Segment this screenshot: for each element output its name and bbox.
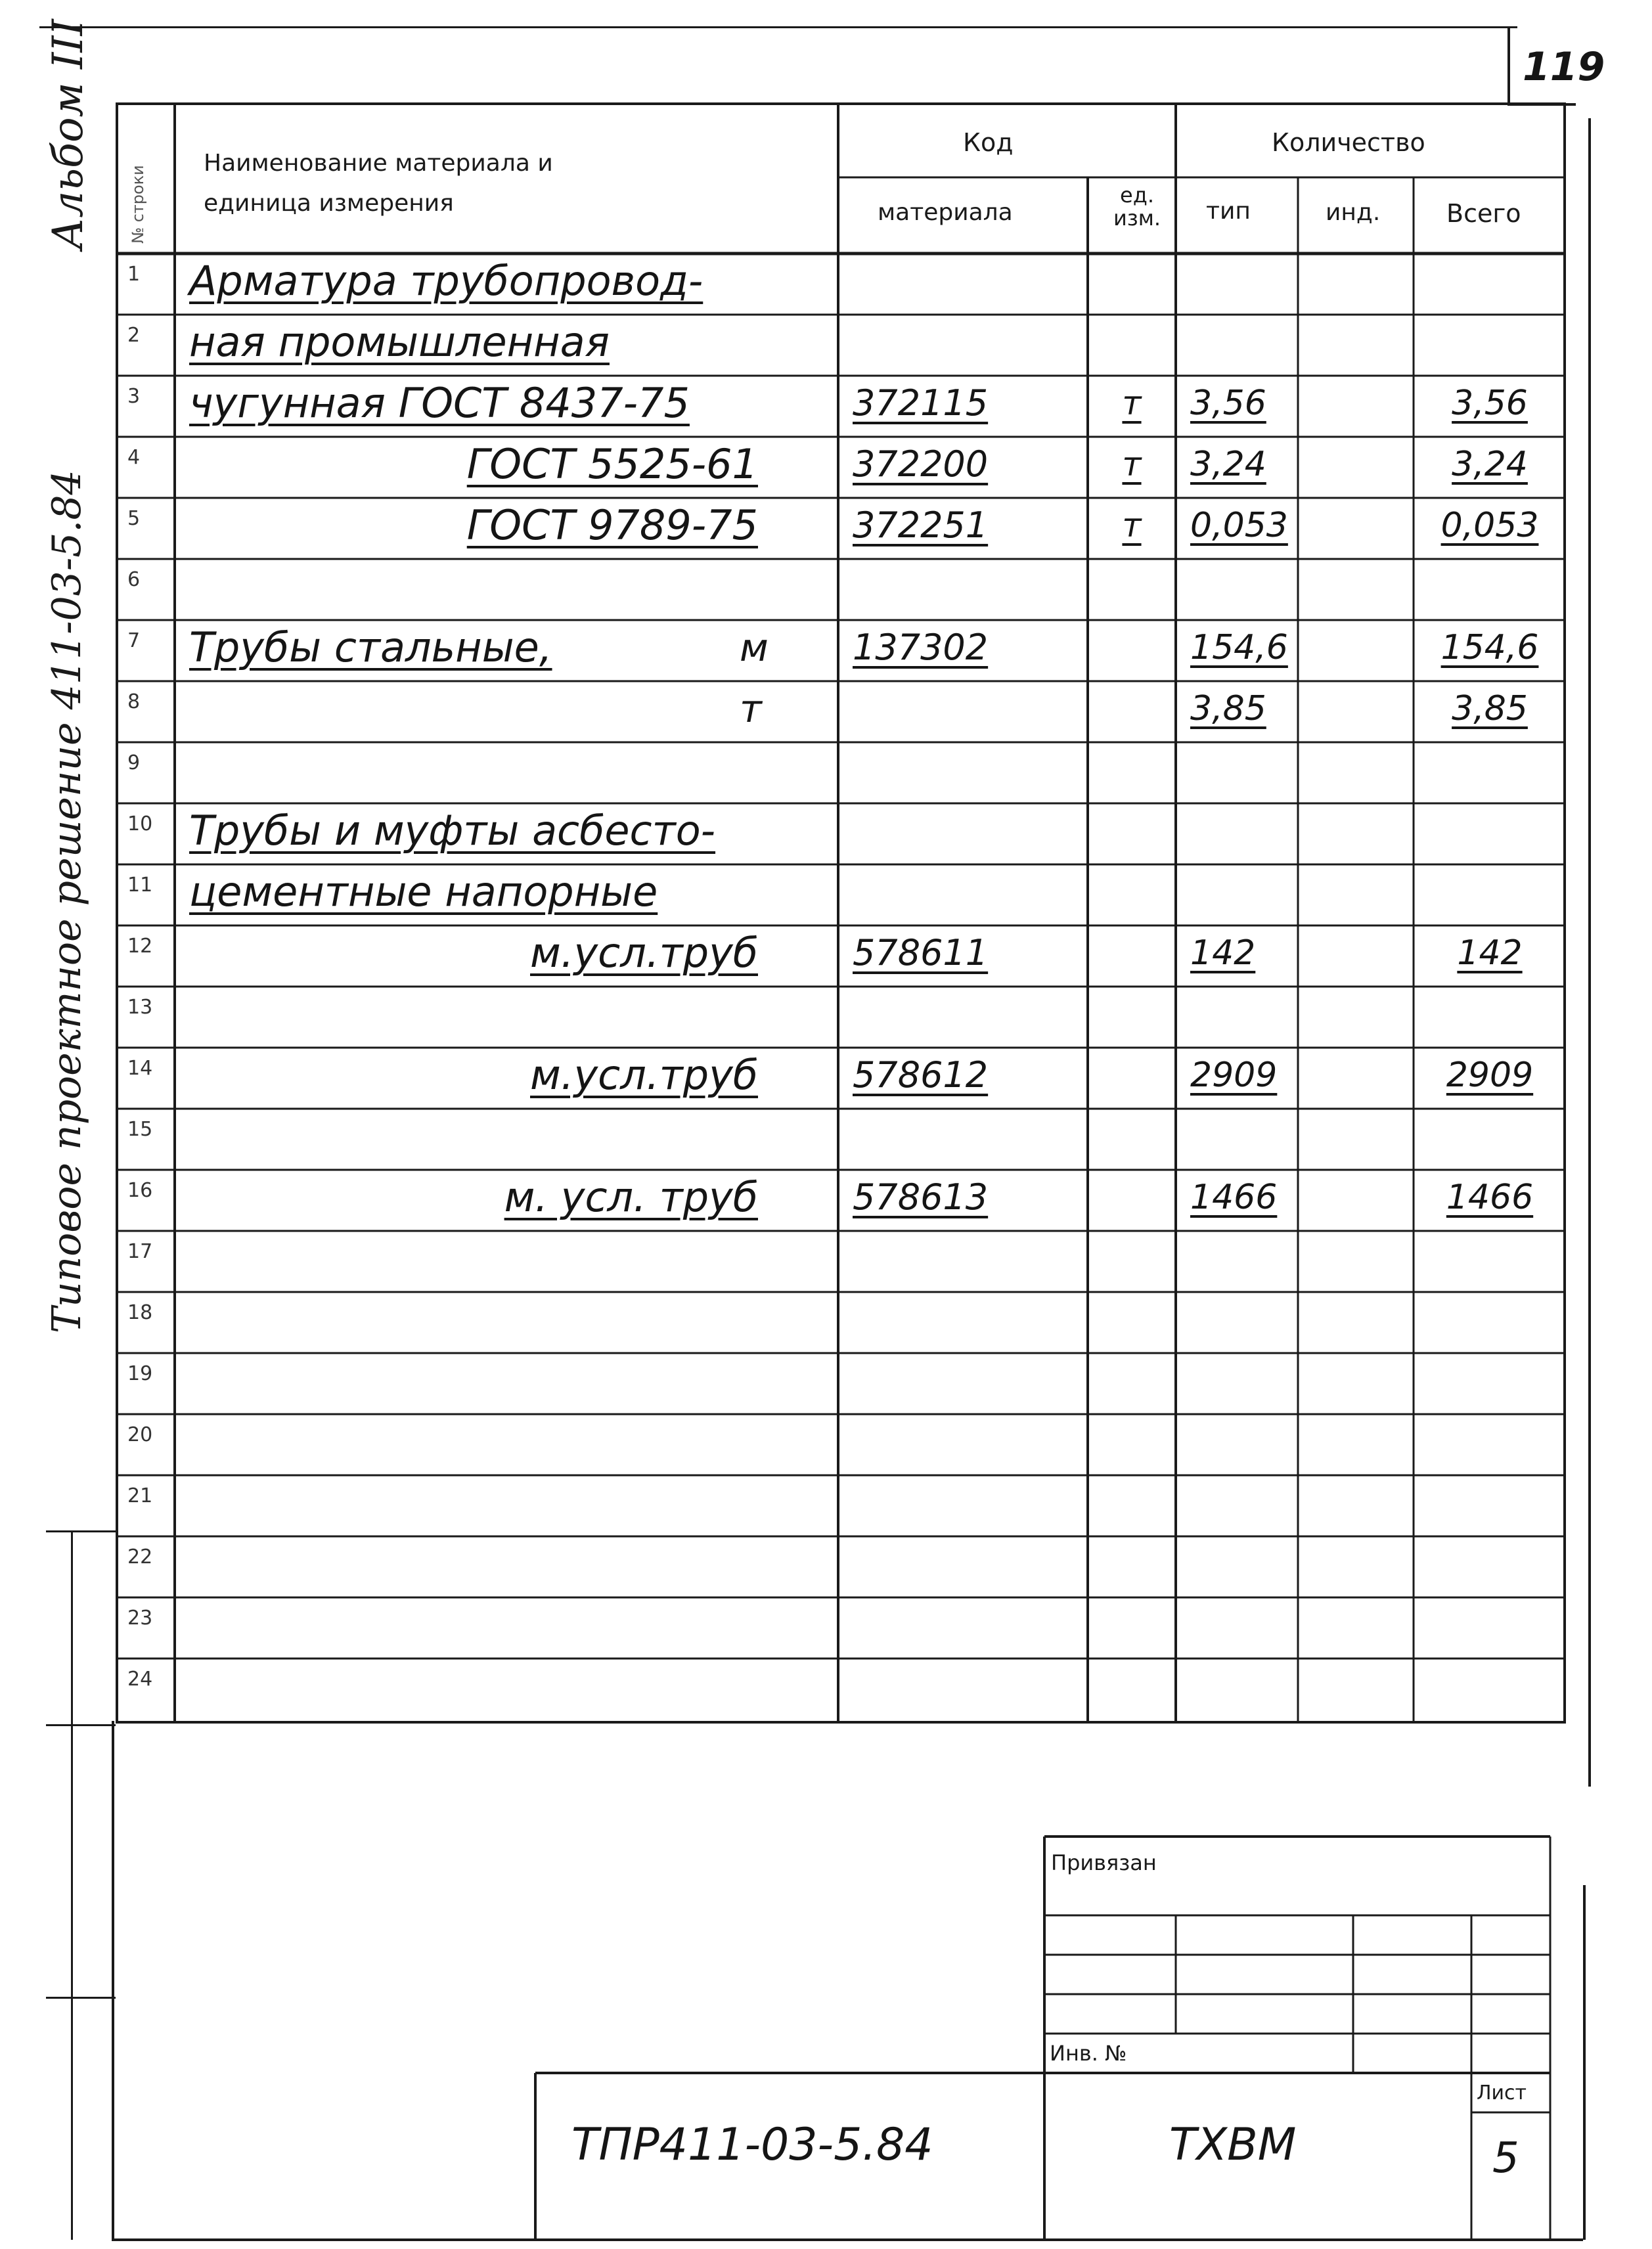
row-number: 7 xyxy=(127,629,141,652)
material-name: ная промышленная xyxy=(189,317,610,366)
row-number: 2 xyxy=(127,324,141,347)
qty-type: 1466 xyxy=(1190,1177,1278,1217)
qty-type: 0,053 xyxy=(1190,505,1288,545)
header-code-material: материала xyxy=(878,199,1013,226)
qty-total: 3,24 xyxy=(1452,444,1528,484)
stamp-privyazan: Привязан xyxy=(1051,1850,1157,1875)
row-number: 16 xyxy=(127,1179,153,1202)
material-name: Трубы и муфты асбесто- xyxy=(189,806,716,855)
qty-type: 142 xyxy=(1190,933,1256,973)
header-code-unit: ед. изм. xyxy=(1113,183,1161,231)
row-number: 23 xyxy=(127,1607,153,1630)
stamp-sheet-number: 5 xyxy=(1492,2134,1519,2183)
row-number: 9 xyxy=(127,751,141,774)
material-code: 372115 xyxy=(853,382,989,424)
qty-total: 3,85 xyxy=(1452,688,1528,728)
qty-total: 142 xyxy=(1457,933,1523,973)
unit: т xyxy=(1122,384,1142,422)
header-qty-total: Всего xyxy=(1446,199,1521,228)
unit: т xyxy=(1122,445,1142,483)
row-number: 22 xyxy=(127,1546,153,1569)
material-code: 578611 xyxy=(853,931,989,973)
material-name: м.усл.труб xyxy=(530,928,758,977)
qty-type: 3,85 xyxy=(1190,688,1266,728)
material-code: 578613 xyxy=(853,1176,989,1218)
stamp-doc-mark: ТХВМ xyxy=(1169,2119,1297,2171)
stamp-inv-no: Инв. № xyxy=(1050,2041,1127,2066)
qty-total: 1466 xyxy=(1446,1177,1534,1217)
row-number: 4 xyxy=(127,446,141,469)
side-project-text: Типовое проектное решение 411-03-5.84 xyxy=(44,470,90,1333)
qty-total: 154,6 xyxy=(1440,627,1539,667)
material-name: ГОСТ 5525-61 xyxy=(466,439,758,488)
material-name: Арматура трубопровод- xyxy=(189,256,703,305)
qty-type: 3,56 xyxy=(1190,383,1266,423)
material-name: м.усл.труб xyxy=(530,1050,758,1099)
row-number: 21 xyxy=(127,1484,153,1507)
row-number: 8 xyxy=(127,690,141,713)
qty-type: 3,24 xyxy=(1190,444,1266,484)
stamp-sheet-label: Лист xyxy=(1477,2082,1527,2104)
side-album-text: Альбом III xyxy=(44,19,93,250)
row-number: 11 xyxy=(127,874,153,897)
row-number: 10 xyxy=(127,813,153,835)
unit: т xyxy=(1122,506,1142,545)
row-number: 14 xyxy=(127,1057,153,1080)
row-number: 1 xyxy=(127,263,141,286)
inline-unit: м xyxy=(740,625,769,670)
material-code: 372251 xyxy=(853,504,989,546)
header-code-group: Код xyxy=(963,128,1014,157)
header-qty-group: Количество xyxy=(1272,128,1425,157)
header-row-number: № строки xyxy=(129,165,147,244)
qty-type: 2909 xyxy=(1190,1055,1278,1095)
row-number: 13 xyxy=(127,996,153,1019)
row-number: 19 xyxy=(127,1362,153,1385)
qty-total: 0,053 xyxy=(1440,505,1539,545)
material-name: Трубы стальные, xyxy=(189,623,552,671)
qty-total: 3,56 xyxy=(1452,383,1528,423)
qty-total: 2909 xyxy=(1446,1055,1534,1095)
row-number: 3 xyxy=(127,385,141,408)
material-name: чугунная ГОСТ 8437-75 xyxy=(189,378,690,427)
inline-unit: т xyxy=(740,686,762,731)
material-code: 137302 xyxy=(853,626,989,668)
material-code: 372200 xyxy=(853,443,989,485)
material-name: цементные напорные xyxy=(189,867,658,916)
page-number: 119 xyxy=(1523,44,1605,90)
row-number: 6 xyxy=(127,568,141,591)
header-qty-ind: инд. xyxy=(1326,199,1381,226)
material-name: ГОСТ 9789-75 xyxy=(466,501,758,549)
header-name: Наименование материала и единица измерения xyxy=(204,150,553,217)
row-number: 5 xyxy=(127,507,141,530)
material-name: м. усл. труб xyxy=(504,1172,758,1221)
qty-type: 154,6 xyxy=(1190,627,1288,667)
stamp-doc-code: ТПР411-03-5.84 xyxy=(571,2119,933,2171)
row-number: 17 xyxy=(127,1240,153,1263)
header-qty-type: тип xyxy=(1206,198,1251,225)
row-number: 20 xyxy=(127,1423,153,1446)
row-number: 24 xyxy=(127,1668,153,1691)
row-number: 12 xyxy=(127,935,153,958)
row-number: 15 xyxy=(127,1118,153,1141)
row-number: 18 xyxy=(127,1301,153,1324)
material-code: 578612 xyxy=(853,1054,989,1096)
